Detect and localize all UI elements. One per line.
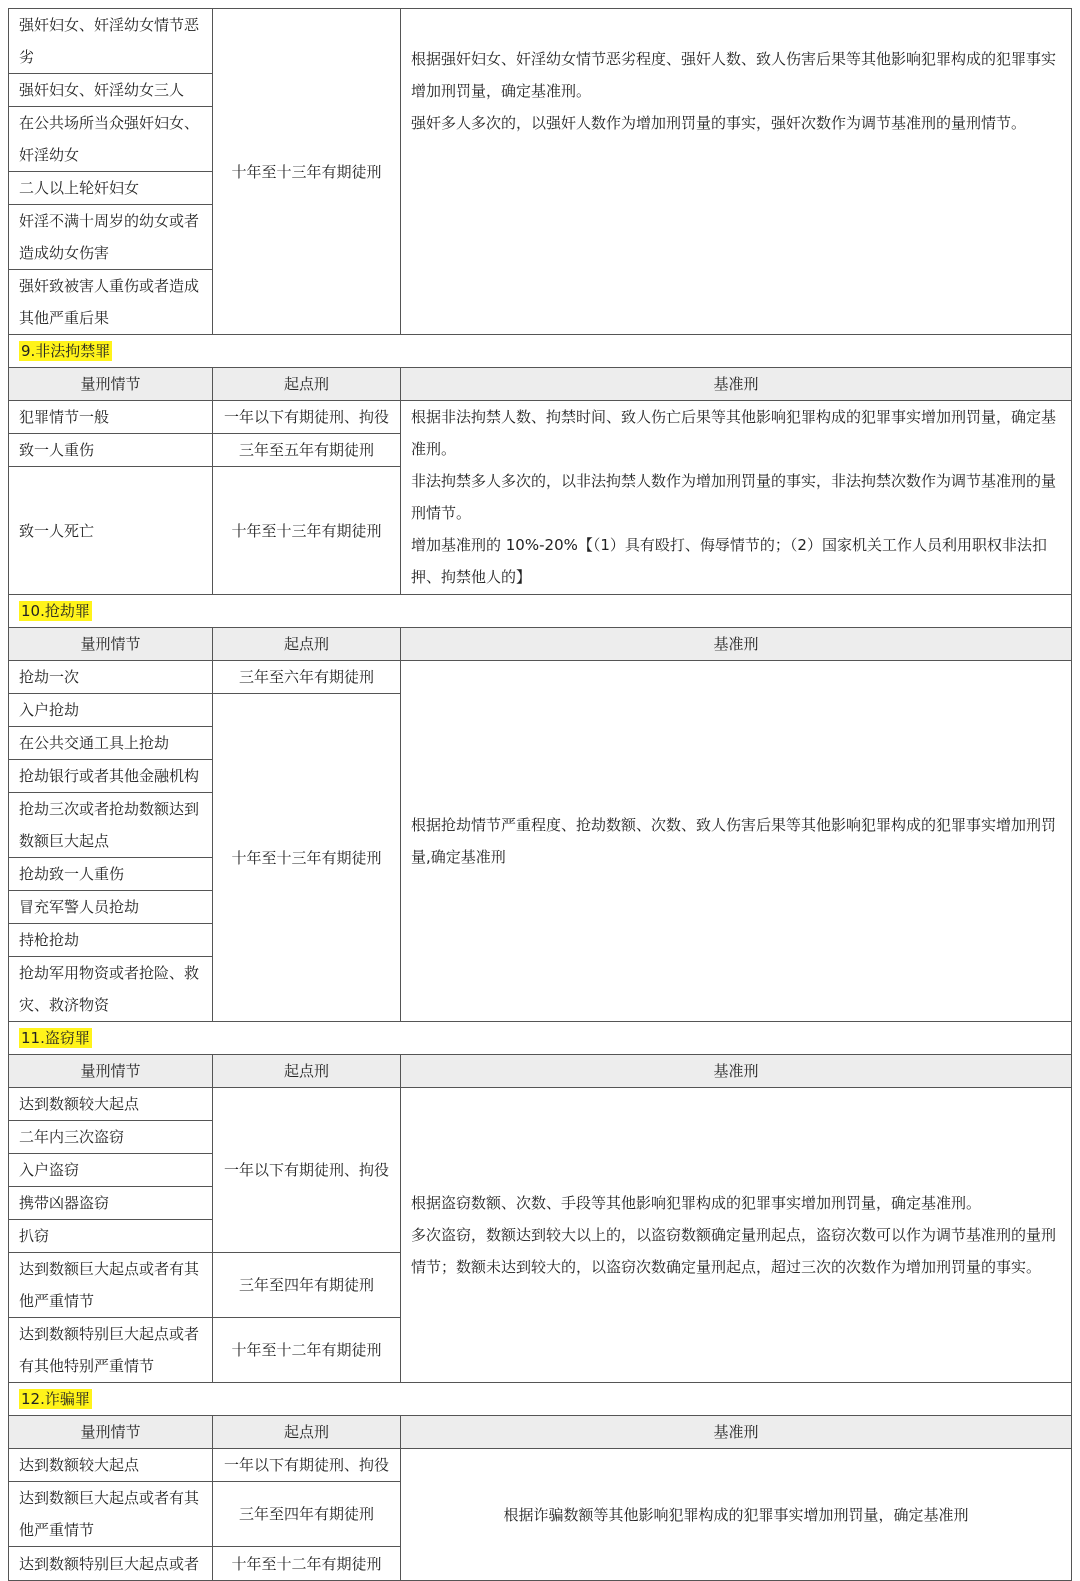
category-cell: 致一人死亡 [9,467,213,595]
category-cell: 犯罪情节一般 [9,401,213,434]
category-cell: 达到数额巨大起点或者有其他严重情节 [9,1253,213,1318]
category-cell: 达到数额特别巨大起点或者 [9,1547,213,1581]
header-basis: 基准刑 [401,1416,1072,1449]
section-title-9: 9.非法拘禁罪 [21,342,111,360]
category-cell: 入户盗窃 [9,1154,213,1187]
header-start: 起点刑 [213,368,401,401]
category-cell: 致一人重伤 [9,434,213,467]
base-penalty-cell [401,9,1072,335]
category-cell: 二人以上轮奸妇女 [9,172,213,205]
section-title-cell [9,335,1072,368]
section-title-cell [9,595,1072,628]
header-category: 量刑情节 [9,1416,213,1449]
table-row [9,1449,1072,1482]
header-basis: 基准刑 [401,368,1072,401]
category-cell: 抢劫军用物资或者抢险、救灾、救济物资 [9,957,213,1022]
category-cell: 抢劫三次或者抢劫数额达到数额巨大起点 [9,793,213,858]
category-cell: 在公共场所当众强奸妇女、奸淫幼女 [9,107,213,172]
section-title-cell [9,1383,1072,1416]
category-cell: 抢劫致一人重伤 [9,858,213,891]
start-penalty-cell: 十年至十二年有期徒刑 [213,1318,401,1383]
category-cell: 携带凶器盗窃 [9,1187,213,1220]
category-cell: 在公共交通工具上抢劫 [9,727,213,760]
base-penalty-cell [401,1088,1072,1383]
section-title-11: 11.盗窃罪 [21,1029,90,1047]
base-penalty-text: 非法拘禁多人多次的，以非法拘禁人数作为增加刑罚量的事实，非法拘禁次数作为调节基准刑的量刑情节。 [411,472,1057,522]
category-cell: 强奸致被害人重伤或者造成其他严重后果 [9,270,213,335]
header-row [9,368,1072,401]
header-basis: 基准刑 [401,1055,1072,1088]
start-penalty-cell: 一年以下有期徒刑、拘役 [213,1088,401,1253]
base-penalty-cell [401,661,1072,1022]
header-start: 起点刑 [213,1055,401,1088]
header-basis: 基准刑 [401,628,1072,661]
category-cell: 抢劫银行或者其他金融机构 [9,760,213,793]
section-title-10: 10.抢劫罪 [21,602,90,620]
category-cell: 达到数额巨大起点或者有其他严重情节 [9,1482,213,1547]
category-cell: 强奸妇女、奸淫幼女情节恶劣 [9,9,213,74]
base-penalty-cell [401,401,1072,595]
category-cell: 达到数额较大起点 [9,1449,213,1482]
table-row [9,401,1072,434]
table-row [9,9,1072,74]
start-penalty-cell: 三年至四年有期徒刑 [213,1253,401,1318]
table-row [9,661,1072,694]
section-title-12: 12.诈骗罪 [21,1390,90,1408]
section-title-cell [9,1022,1072,1055]
section-row [9,1022,1072,1055]
header-category: 量刑情节 [9,368,213,401]
base-penalty-text: 增加基准刑的 10%-20%【（1）具有殴打、侮辱情节的；（2）国家机关工作人员利用职权非法扣押、拘禁他人的】 [411,536,1047,586]
start-penalty-cell: 十年至十二年有期徒刑 [213,1547,401,1581]
start-penalty-cell: 一年以下有期徒刑、拘役 [213,401,401,434]
header-category: 量刑情节 [9,1055,213,1088]
start-penalty-cell: 三年至六年有期徒刑 [213,661,401,694]
category-cell: 入户抢劫 [9,694,213,727]
section-row [9,1383,1072,1416]
section-row [9,595,1072,628]
category-cell: 冒充军警人员抢劫 [9,891,213,924]
category-cell: 强奸妇女、奸淫幼女三人 [9,74,213,107]
base-penalty-text: 根据诈骗数额等其他影响犯罪构成的犯罪事实增加刑罚量，确定基准刑 [503,1505,969,1524]
category-cell: 达到数额较大起点 [9,1088,213,1121]
base-penalty-text: 强奸多人多次的，以强奸人数作为增加刑罚量的事实，强奸次数作为调节基准刑的量刑情节。 [411,114,1027,132]
base-penalty-text: 根据盗窃数额、次数、手段等其他影响犯罪构成的犯罪事实增加刑罚量，确定基准刑。 [411,1194,982,1212]
section-row [9,335,1072,368]
start-penalty-cell: 一年以下有期徒刑、拘役 [213,1449,401,1482]
base-penalty-text: 根据抢劫情节严重程度、抢劫数额、次数、致人伤害后果等其他影响犯罪构成的犯罪事实增加刑罚量,确定基准刑 [411,816,1057,866]
category-cell: 持枪抢劫 [9,924,213,957]
base-penalty-text: 多次盗窃，数额达到较大以上的，以盗窃数额确定量刑起点，盗窃次数可以作为调节基准刑的量刑情节；数额未达到较大的，以盗窃次数确定量刑起点，超过三次的次数作为增加刑罚量的事实。 [411,1226,1057,1276]
start-penalty-cell: 十年至十三年有期徒刑 [213,9,401,335]
header-start: 起点刑 [213,628,401,661]
start-penalty-cell: 三年至四年有期徒刑 [213,1482,401,1547]
sentencing-guideline-table [8,8,1072,1581]
header-category: 量刑情节 [9,628,213,661]
table-row [9,1088,1072,1121]
start-penalty-cell: 十年至十三年有期徒刑 [213,694,401,1022]
start-penalty-cell: 三年至五年有期徒刑 [213,434,401,467]
header-start: 起点刑 [213,1416,401,1449]
category-cell: 扒窃 [9,1220,213,1253]
header-row [9,1055,1072,1088]
base-penalty-cell [401,1449,1072,1581]
base-penalty-text: 根据非法拘禁人数、拘禁时间、致人伤亡后果等其他影响犯罪构成的犯罪事实增加刑罚量，确定基准刑。 [411,408,1057,458]
header-row [9,628,1072,661]
base-penalty-text: 根据强奸妇女、奸淫幼女情节恶劣程度、强奸人数、致人伤害后果等其他影响犯罪构成的犯罪事实增加刑罚量，确定基准刑。 [411,50,1057,100]
category-cell: 达到数额特别巨大起点或者有其他特别严重情节 [9,1318,213,1383]
category-cell: 二年内三次盗窃 [9,1121,213,1154]
category-cell: 抢劫一次 [9,661,213,694]
category-cell: 奸淫不满十周岁的幼女或者造成幼女伤害 [9,205,213,270]
header-row [9,1416,1072,1449]
start-penalty-cell: 十年至十三年有期徒刑 [213,467,401,595]
